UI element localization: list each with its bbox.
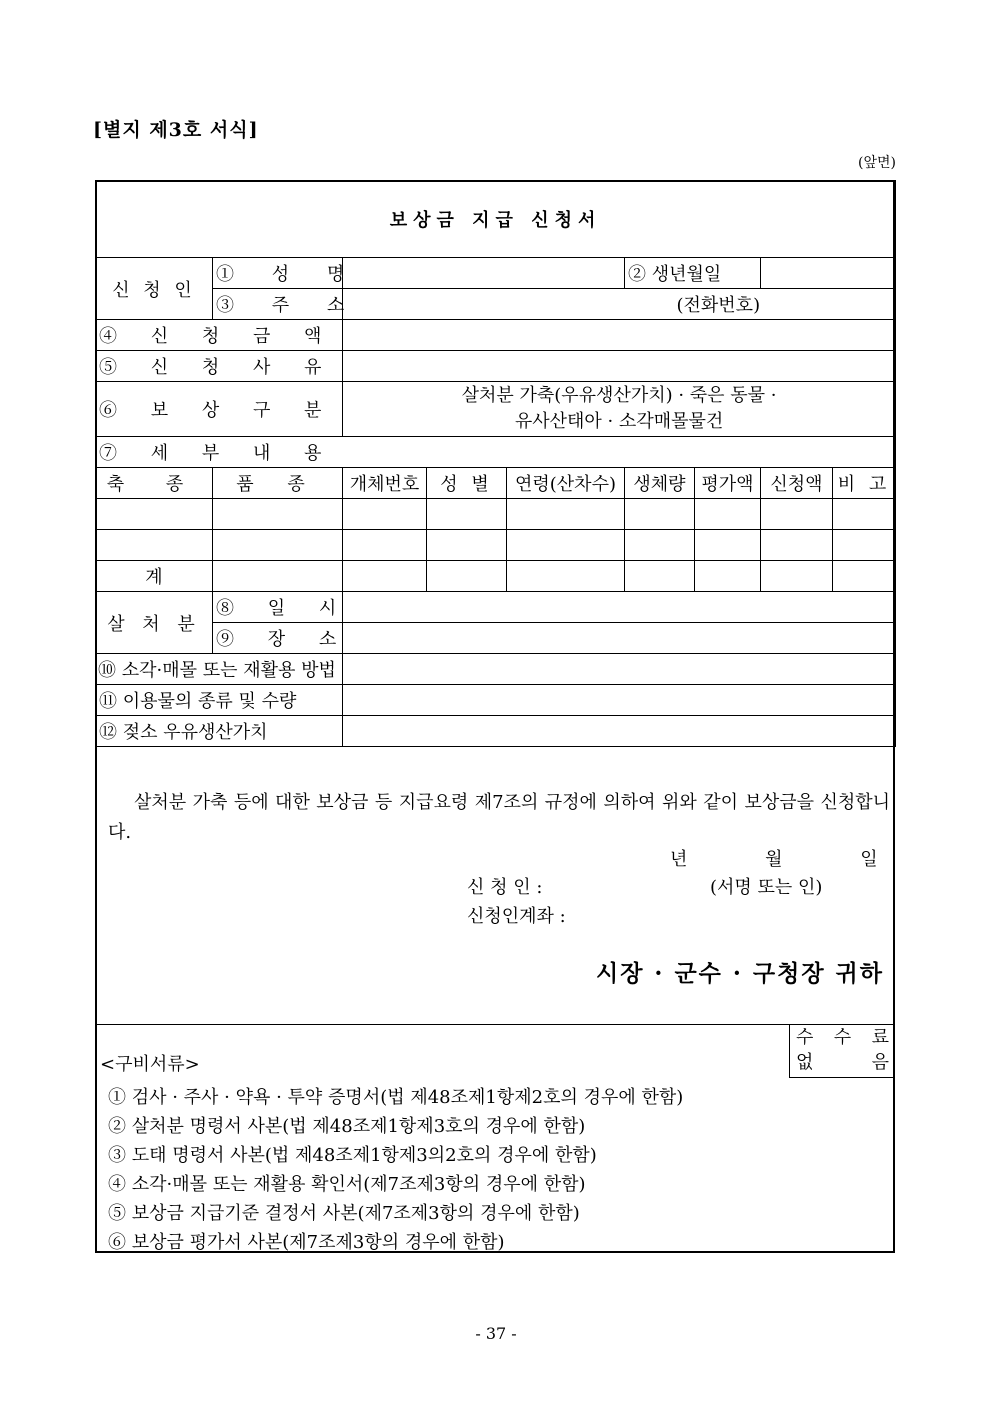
cell-r1-species[interactable] <box>96 499 213 530</box>
col-weight: 생체량 <box>625 468 695 499</box>
cell-r2-age[interactable] <box>507 530 625 561</box>
place-field[interactable] <box>343 623 896 654</box>
cell-r1-remarks[interactable] <box>833 499 896 530</box>
category-label: ⑥ 보 상 구 분 <box>96 382 343 437</box>
documents-title: <구비서류> <box>100 1054 200 1075</box>
phone-label: (전화번호) <box>676 295 761 316</box>
name-label: ① 성 명 <box>213 258 343 289</box>
address-label: ③ 주 소 <box>213 289 343 320</box>
total-weight[interactable] <box>625 561 695 592</box>
total-remarks[interactable] <box>833 561 896 592</box>
col-species: 축 종 <box>96 468 213 499</box>
document-item: ① 검사 · 주사 · 약욕 · 투약 증명서(법 제48조제1항제2호의 경우에 한함) <box>108 1087 684 1108</box>
total-valuation[interactable] <box>695 561 761 592</box>
birthdate-label: ② 생년월일 <box>625 258 761 289</box>
cell-r1-valuation[interactable] <box>695 499 761 530</box>
col-breed: 품 종 <box>213 468 343 499</box>
col-sex: 성 별 <box>427 468 507 499</box>
cell-r2-breed[interactable] <box>213 530 343 561</box>
signature-label: (서명 또는 인) <box>710 877 823 898</box>
address-field[interactable] <box>343 289 896 320</box>
cell-r1-requested[interactable] <box>761 499 833 530</box>
cell-r2-weight[interactable] <box>625 530 695 561</box>
datetime-label: ⑧ 일 시 <box>213 592 343 623</box>
total-breed[interactable] <box>213 561 343 592</box>
document-item: ⑤ 보상금 지급기준 결정서 사본(제7조제3항의 경우에 한함) <box>108 1203 580 1224</box>
cell-r2-id[interactable] <box>343 530 427 561</box>
total-sex[interactable] <box>427 561 507 592</box>
cell-r2-remarks[interactable] <box>833 530 896 561</box>
document-item: ④ 소각·매몰 또는 재활용 확인서(제7조제3항의 경우에 한함) <box>108 1174 586 1195</box>
col-id: 개체번호 <box>343 468 427 499</box>
declaration-text: 살처분 가축 등에 대한 보상금 등 지급요령 제7조의 규정에 의하여 위와 같이 보상금을 신청합니다. <box>108 792 890 843</box>
fee-line-2 <box>796 1050 889 1075</box>
category-options[interactable] <box>343 382 896 437</box>
application-table <box>95 180 896 747</box>
page-number: - 37 - <box>475 1324 517 1343</box>
name-field[interactable] <box>343 258 625 289</box>
document-item: ⑥ 보상금 평가서 사본(제7조제3항의 경우에 한함) <box>108 1232 505 1253</box>
documents-list <box>108 1083 683 1257</box>
applicant-group-label: 신 청 인 <box>96 258 213 320</box>
document-item: ③ 도태 명령서 사본(법 제48조제1항제3의2호의 경우에 한함) <box>108 1145 597 1166</box>
milk-value-label: ⑫ 젖소 우유생산가치 <box>96 716 343 747</box>
cell-r2-valuation[interactable] <box>695 530 761 561</box>
category-line-1: 살처분 가축(우유생산가치) · 죽은 동물 · <box>461 385 777 406</box>
byproduct-field[interactable] <box>343 685 896 716</box>
addressee: 시장 · 군수 · 구청장 귀하 <box>595 960 884 987</box>
side-note: (앞면) <box>858 155 896 171</box>
reason-field[interactable] <box>343 351 896 382</box>
birthdate-field[interactable] <box>761 258 896 289</box>
fee-line-1 <box>796 1025 889 1050</box>
total-requested[interactable] <box>761 561 833 592</box>
applicant-sign-label: 신 청 인 : <box>467 877 543 898</box>
col-requested: 신청액 <box>761 468 833 499</box>
fee-char: 없 <box>796 1052 814 1073</box>
byproduct-label: ⑪ 이용물의 종류 및 수량 <box>96 685 343 716</box>
disposal-group-label: 살 처 분 <box>96 592 213 654</box>
method-field[interactable] <box>343 654 896 685</box>
place-label: ⑨ 장 소 <box>213 623 343 654</box>
col-age: 연령(산차수) <box>507 468 625 499</box>
method-label: ⑩ 소각·매몰 또는 재활용 방법 <box>96 654 343 685</box>
fee-char: 음 <box>871 1052 889 1073</box>
fee-box <box>789 1024 895 1078</box>
cell-r1-weight[interactable] <box>625 499 695 530</box>
cell-r1-id[interactable] <box>343 499 427 530</box>
date-line: 년 월 일 <box>670 849 914 870</box>
cell-r1-sex[interactable] <box>427 499 507 530</box>
fee-char: 수 <box>796 1027 814 1048</box>
cell-r2-sex[interactable] <box>427 530 507 561</box>
cell-r2-requested[interactable] <box>761 530 833 561</box>
reason-label: ⑤ 신 청 사 유 <box>96 351 343 382</box>
form-title: 보상금 지급 신청서 <box>96 181 896 258</box>
fee-char: 료 <box>871 1027 889 1048</box>
col-valuation: 평가액 <box>695 468 761 499</box>
category-line-2: 유사산태아 · 소각매몰물건 <box>514 411 724 432</box>
amount-label: ④ 신 청 금 액 <box>96 320 343 351</box>
total-age[interactable] <box>507 561 625 592</box>
account-label: 신청인계좌 : <box>467 906 566 927</box>
cell-r1-breed[interactable] <box>213 499 343 530</box>
total-id[interactable] <box>343 561 427 592</box>
fee-char: 수 <box>833 1027 852 1048</box>
amount-field[interactable] <box>343 320 896 351</box>
form-label: [별지 제3호 서식] <box>93 119 259 141</box>
col-remarks: 비 고 <box>833 468 896 499</box>
details-label: ⑦ 세 부 내 용 <box>96 437 896 468</box>
total-label: 계 <box>96 561 213 592</box>
cell-r2-species[interactable] <box>96 530 213 561</box>
document-item: ② 살처분 명령서 사본(법 제48조제1항제3호의 경우에 한함) <box>108 1116 586 1137</box>
milk-value-field[interactable] <box>343 716 896 747</box>
datetime-field[interactable] <box>343 592 896 623</box>
section-divider <box>95 1024 895 1025</box>
cell-r1-age[interactable] <box>507 499 625 530</box>
